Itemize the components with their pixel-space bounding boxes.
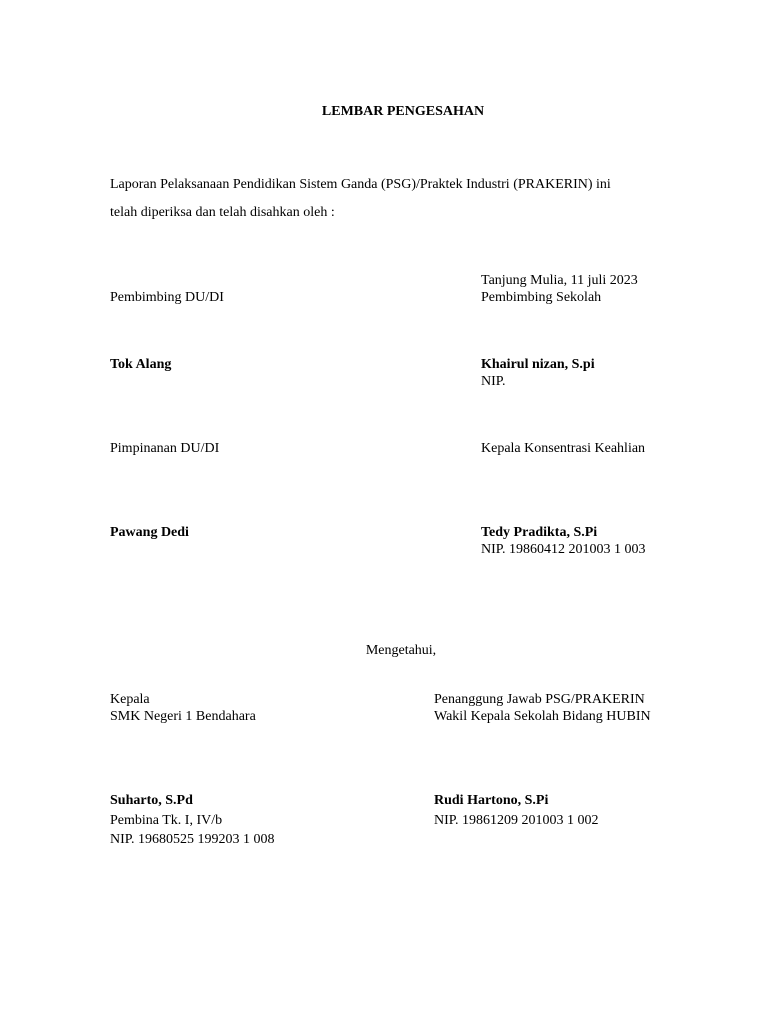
right-signatory-name-1: Khairul nizan, S.pi — [481, 357, 595, 372]
right-nip-1: NIP. — [481, 374, 506, 389]
document-title: LEMBAR PENGESAHAN — [321, 104, 485, 119]
left-signatory-name-3: Suharto, S.Pd — [110, 793, 193, 808]
left-role-2: Pimpinanan DU/DI — [110, 441, 220, 456]
right-signature-block-3 — [434, 792, 599, 829]
acknowledged-label: Mengetahui, — [365, 643, 437, 658]
right-role-2: Kepala Konsentrasi Keahlian — [481, 441, 646, 456]
intro-line-2: telah diperiksa dan telah disahkan oleh : — [110, 205, 335, 220]
right-role-1: Pembimbing Sekolah — [481, 290, 602, 305]
right-role-3b: Wakil Kepala Sekolah Bidang HUBIN — [434, 709, 651, 724]
left-signature-block-3 — [110, 792, 275, 848]
left-role-3a: Kepala — [110, 692, 150, 707]
left-signatory-name-1: Tok Alang — [110, 357, 172, 372]
right-signatory-name-3: Rudi Hartono, S.Pi — [434, 793, 549, 808]
left-role-block-3 — [110, 691, 256, 725]
right-nip-3: NIP. 19861209 201003 1 002 — [434, 813, 599, 828]
left-role-3b: SMK Negeri 1 Bendahara — [110, 709, 256, 724]
right-role-3a: Penanggung Jawab PSG/PRAKERIN — [434, 692, 645, 707]
left-signatory-name-2: Pawang Dedi — [110, 525, 189, 540]
intro-paragraph — [110, 171, 611, 227]
place-date: Tanjung Mulia, 11 juli 2023 — [481, 273, 638, 288]
right-nip-2: NIP. 19860412 201003 1 003 — [481, 542, 646, 557]
left-nip-3: NIP. 19680525 199203 1 008 — [110, 832, 275, 847]
right-role-block-3 — [434, 691, 651, 725]
intro-line-1: Laporan Pelaksanaan Pendidikan Sistem Ganda (PSG)/Praktek Industri (PRAKERIN) ini — [110, 177, 611, 192]
left-rank-3: Pembina Tk. I, IV/b — [110, 813, 223, 828]
right-signatory-name-2: Tedy Pradikta, S.Pi — [481, 525, 598, 540]
left-role-1: Pembimbing DU/DI — [110, 290, 224, 305]
